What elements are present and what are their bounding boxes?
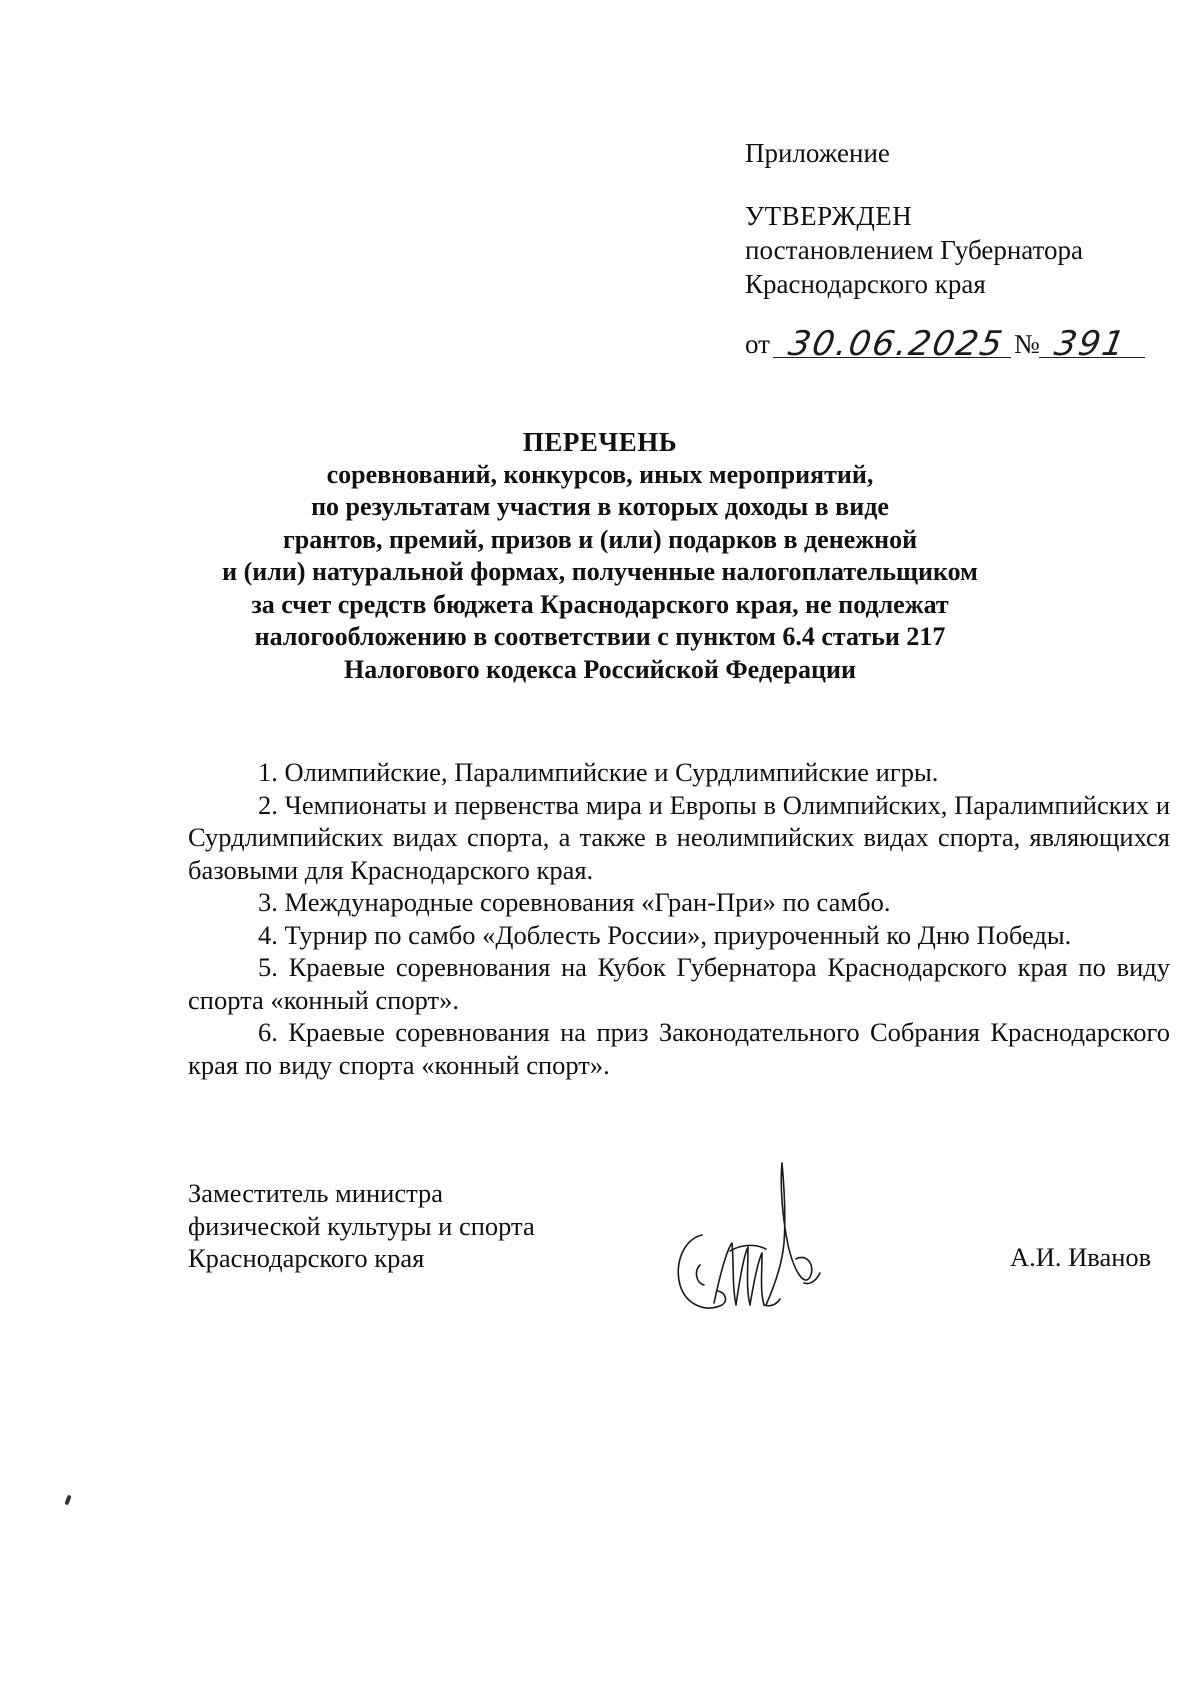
title-line: грантов, премий, призов и (или) подарков в денежной — [282, 524, 918, 554]
list-item: 4. Турнир по самбо «Доблесть России», приуроченный ко Дню Победы. — [258, 919, 1072, 950]
appendix-label: Приложение — [745, 138, 890, 168]
approved-by-line-2: Краснодарского края — [745, 269, 986, 299]
signer-position-line: Заместитель министра — [188, 1178, 444, 1208]
approval-block — [745, 136, 1165, 301]
list-item: 1. Олимпийские, Паралимпийские и Сурдлимпийские игры. — [258, 757, 939, 787]
date-prefix: от — [745, 329, 770, 359]
scan-dot — [64, 1495, 71, 1506]
list-item: 2. Чемпионаты и первенства мира и Европы в Олимпийских, Паралимпийских и Сурдлимпийских видах спорта, а также в неолимпийских видах спорта, являющихся базовыми для Краснодарского края. — [188, 789, 1170, 885]
title-line: Налогового кодекса Российской Федерации — [344, 654, 856, 684]
list-item: 3. Международные соревнования «Гран-При» по самбо. — [258, 887, 891, 917]
list-item: 5. Краевые соревнования на Кубок Губернатора Краснодарского края по виду спорта «конный спорт». — [188, 952, 1170, 1015]
handwritten-date: 30.06.2025 — [785, 324, 1008, 364]
title-heading: ПЕРЕЧЕНЬ — [522, 427, 678, 457]
signer-name: А.И. Иванов — [1010, 1242, 1152, 1272]
signer-position-line: Краснодарского края — [188, 1243, 425, 1273]
number-prefix: № — [1014, 329, 1040, 359]
decree-date-number — [745, 318, 1145, 368]
title-line: налогообложению в соответствии с пунктом 6.4 статьи 217 — [254, 622, 946, 651]
title-line: и (или) натуральной формах, полученные налогоплательщиком — [222, 557, 978, 586]
list-item: 6. Краевые соревнования на приз Законодательного Собрания Краснодарского края по виду спорта «конный спорт». — [188, 1017, 1170, 1080]
title-line: за счет средств бюджета Краснодарского края, не подлежат — [251, 589, 949, 619]
title-line: по результатам участия в которых доходы в виде — [311, 492, 889, 521]
competition-list — [188, 756, 1170, 1081]
approved-label: УТВЕРЖДЕН — [745, 201, 913, 231]
signer-position-line: физической культуры и спорта — [188, 1210, 535, 1241]
signer-position — [188, 1177, 535, 1275]
handwritten-number: 391 — [1051, 324, 1130, 364]
handwritten-signature — [670, 1155, 850, 1330]
document-title — [190, 426, 1010, 686]
title-line: соревнований, конкурсов, иных мероприятий, — [326, 459, 874, 489]
approved-by-line-1: постановлением Губернатора — [745, 235, 1083, 265]
